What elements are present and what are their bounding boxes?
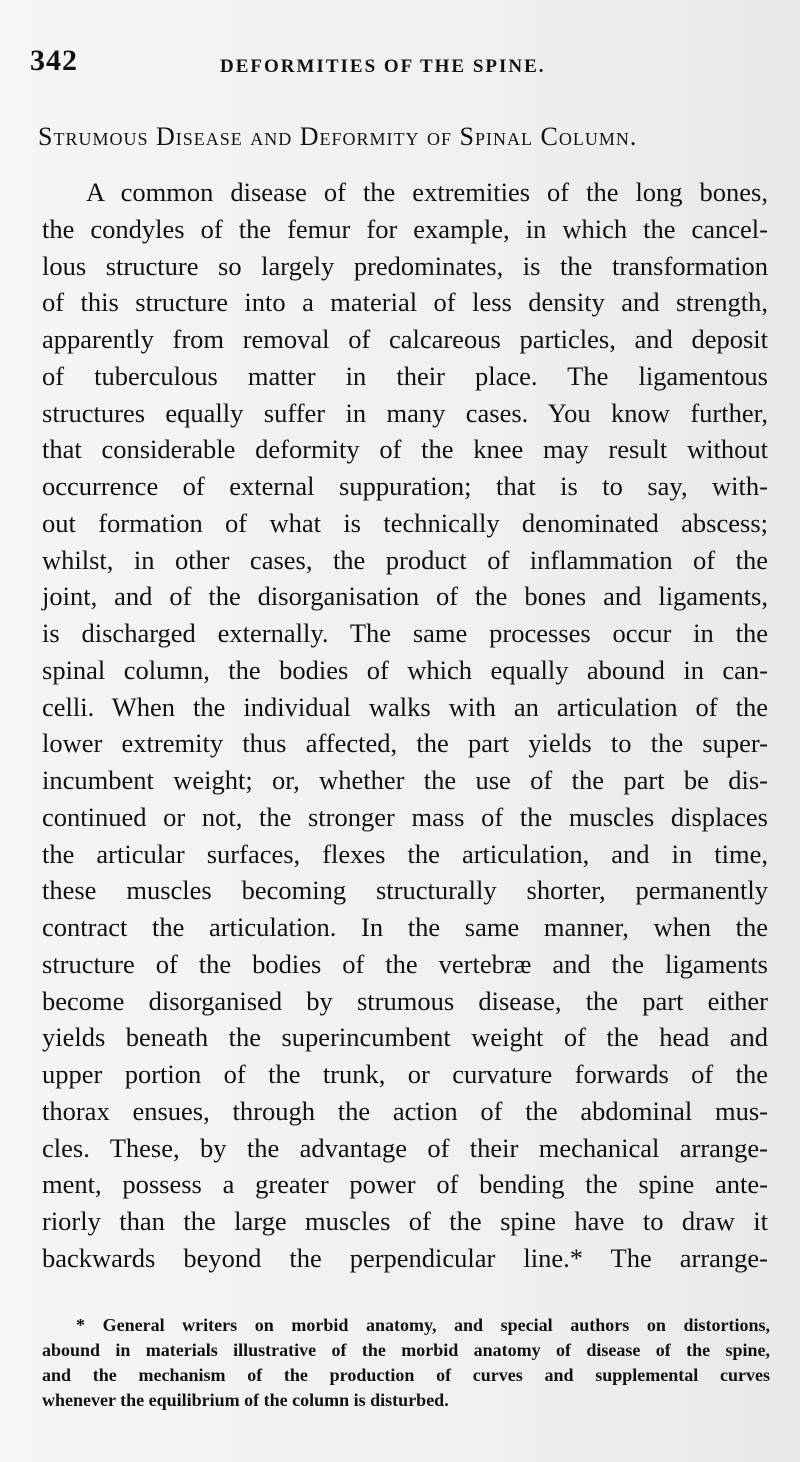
text-line: structure of the bodies of the vertebræ and the ligaments — [42, 948, 768, 979]
text-line: is discharged externally. The same processes occur in the — [42, 618, 768, 648]
text-line: spinal column, the bodies of which equally abound in can- — [42, 654, 768, 685]
text-line: backwards beyond the perpendicular line.* The arrange- — [42, 1242, 768, 1273]
footnote — [42, 1313, 770, 1413]
text-line: cles. These, by the advantage of their mechanical arrange- — [42, 1132, 768, 1163]
text-line: structures equally suffer in many cases. You know further, — [42, 397, 768, 428]
text-line: out formation of what is technically denominated abscess; — [42, 507, 768, 538]
page-number: 342 — [30, 44, 78, 77]
text-line: contract the articulation. In the same manner, when the — [42, 912, 768, 942]
text-line: of tuberculous matter in their place. The ligamentous — [42, 360, 768, 391]
text-line: lous structure so largely predominates, is the transformation — [42, 250, 768, 281]
text-line: the condyles of the femur for example, in which the cancel- — [42, 213, 768, 244]
text-line: upper portion of the trunk, or curvature forwards of the — [42, 1059, 768, 1089]
text-line: incumbent weight; or, whether the use of the part be dis- — [42, 765, 768, 795]
text-line: occurrence of external suppuration; that is to say, with- — [42, 471, 768, 501]
body-text — [42, 174, 768, 1277]
text-line: lower extremity thus affected, the part yields to the super- — [42, 728, 768, 759]
text-line: these muscles becoming structurally shorter, permanently — [42, 875, 768, 906]
text-line: whilst, in other cases, the product of inflammation of the — [42, 544, 768, 575]
text-line: thorax ensues, through the action of the abdominal mus- — [42, 1095, 768, 1126]
text-line: joint, and of the disorganisation of the bones and ligaments, — [42, 581, 768, 612]
footnote-line: and the mechanism of the production of curves and supplemental curves — [42, 1365, 770, 1385]
text-line: that considerable deformity of the knee may result without — [42, 434, 768, 465]
text-line: of this structure into a material of less density and strength, — [42, 287, 768, 318]
text-line: continued or not, the stronger mass of the muscles displaces — [42, 801, 768, 832]
text-line: apparently from removal of calcareous particles, and deposit — [42, 324, 768, 354]
footnote-line: abound in materials illustrative of the morbid anatomy of disease of the spine, — [42, 1340, 770, 1360]
text-line: ment, possess a greater power of bending the spine ante- — [42, 1169, 768, 1200]
footnote-line: whenever the equilibrium of the column is disturbed. — [42, 1390, 449, 1410]
footnote-line: * General writers on morbid anatomy, and special authors on distortions, — [76, 1315, 770, 1335]
text-line: yields beneath the superincumbent weight of the head and — [42, 1022, 768, 1053]
running-title: DEFORMITIES OF THE SPINE. — [220, 56, 546, 77]
running-head — [30, 44, 770, 84]
text-line: become disorganised by strumous disease, the part either — [42, 985, 768, 1016]
text-line: celli. When the individual walks with an articulation of the — [42, 691, 768, 722]
text-line: the articular surfaces, flexes the articulation, and in time, — [42, 838, 768, 869]
text-line: A common disease of the extremities of the long bones, — [86, 177, 768, 207]
section-heading: Strumous Disease and Deformity of Spinal Column. — [38, 122, 638, 151]
text-line: riorly than the large muscles of the spine have to draw it — [42, 1206, 768, 1236]
